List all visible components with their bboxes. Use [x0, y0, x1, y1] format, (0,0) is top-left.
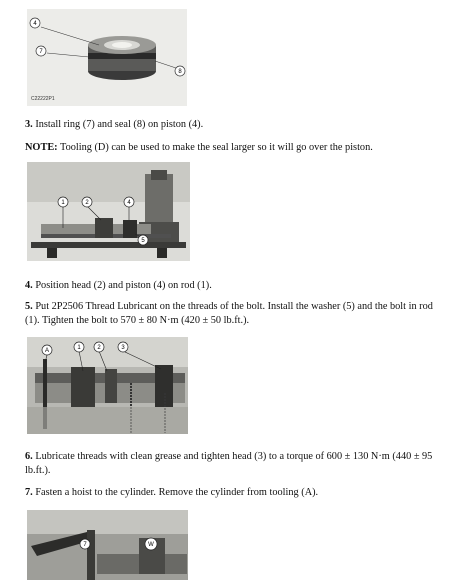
step-4: [25, 279, 445, 293]
step-6: [25, 450, 445, 478]
note-text: Tooling (D) can be used to make the seal larger so it will go over the piston.: [60, 142, 373, 153]
piston-illustration: [27, 9, 187, 106]
callout-8-label: 8: [178, 69, 182, 75]
callout-a-label: A: [44, 348, 50, 354]
step-text: Position head (2) and piston (4) on rod (1).: [35, 280, 212, 291]
step-text: Lubricate threads with clean grease and tighten head (3) to a torque of 600 ± 130 N·m (440 ± 95 lb.ft.).: [25, 451, 433, 476]
step-5: [25, 300, 445, 328]
step-number: 6.: [25, 451, 33, 462]
step-number: 5.: [25, 301, 33, 312]
callout-3-label: 3: [121, 345, 125, 351]
head: [95, 218, 113, 238]
piston: [123, 220, 137, 238]
step-3: [25, 118, 445, 132]
step-7: [25, 486, 445, 500]
figure-head-tightening: [27, 337, 188, 434]
step-number: 7.: [25, 487, 33, 498]
callout-1-label: 1: [61, 200, 65, 206]
step-text: Install ring (7) and seal (8) on piston (4).: [35, 119, 204, 130]
figure-hoist-cylinder: [27, 510, 188, 580]
figure-rod-fixture: [27, 162, 190, 261]
step-number: 3.: [25, 119, 33, 130]
callout-4-label: 4: [33, 21, 37, 27]
step-number: 4.: [25, 280, 33, 291]
figure-caption: C22222P1: [31, 96, 55, 102]
callout-2-label: 2: [97, 345, 101, 351]
callout-7-label: 7: [39, 49, 43, 55]
figure-piston-ring-seal: [27, 9, 187, 106]
step-text: Fasten a hoist to the cylinder. Remove the cylinder from tooling (A).: [35, 487, 319, 498]
callout-2-label: 2: [85, 200, 89, 206]
callout-1-label: 1: [77, 345, 81, 351]
callout-5-label: 5: [141, 238, 145, 244]
callout-w-label: W: [148, 542, 154, 548]
callout-4-label: 4: [127, 200, 131, 206]
step-text: Put 2P2506 Thread Lubricant on the threads of the bolt. Install the washer (5) and the bolt in rod (1). Tighten the bolt to 570 ± 80 N·m (420 ± 50 lb.ft.).: [25, 301, 433, 326]
note-label: NOTE:: [25, 142, 58, 153]
note-paragraph: [25, 141, 445, 155]
callout-7-label: 7: [83, 542, 87, 548]
